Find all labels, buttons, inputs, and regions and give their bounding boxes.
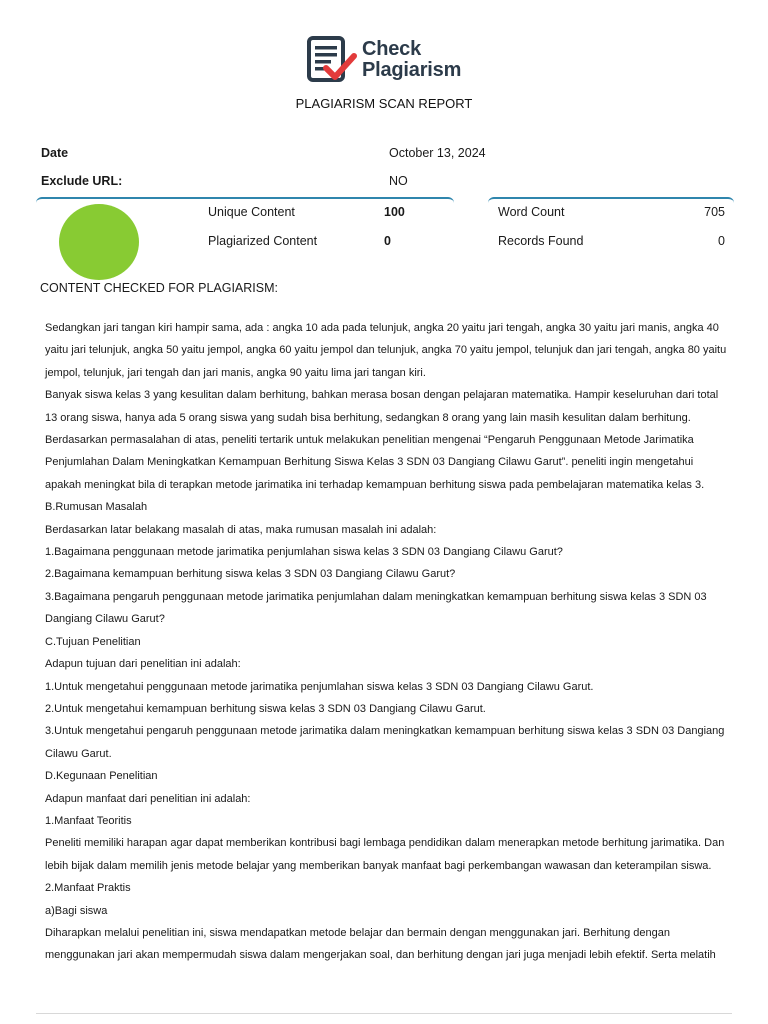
date-value: October 13, 2024 — [389, 146, 486, 160]
unique-content-label: Unique Content — [208, 205, 295, 219]
report-title: PLAGIARISM SCAN REPORT — [295, 96, 473, 111]
content-heading: 1.Manfaat Teoritis — [45, 814, 132, 827]
uniqueness-score-circle — [59, 204, 139, 280]
content-paragraph: Berdasarkan latar belakang masalah di atas, maka rumusan masalah ini adalah: — [45, 523, 437, 536]
exclude-url-label: Exclude URL: — [41, 174, 123, 188]
date-row — [41, 146, 721, 164]
content-list-item: 3.Untuk mengetahui pengaruh penggunaan metode jarimatika dalam meningkatkan kemampuan berhitung siswa kelas 3 SDN 03 Dangiang Cilawu Garut. — [45, 725, 725, 760]
content-heading: 2.Manfaat Praktis — [45, 882, 131, 895]
page-divider — [36, 1013, 732, 1014]
content-paragraph: Diharapkan melalui penelitian ini, siswa mendapatkan metode belajar dan bermain dengan menggunakan jari. Berhitung dengan menggunakan jari akan mempermudah siswa dalam mengerjakan soal, dan berhitung dengan jari juga menjadi lebih efektif. Serta melatih — [45, 926, 716, 962]
word-stats-card — [488, 197, 734, 269]
document-check-icon — [306, 36, 358, 84]
records-found-value: 0 — [718, 234, 725, 248]
content-paragraph: Berdasarkan permasalahan di atas, peneliti tertarik untuk melakukan penelitian mengenai “Pengaruh Penggunaan Metode Jarimatika Penjumlahan Dalam Meningkatkan Kemampuan Berhitung Siswa Kelas 3 SDN 03 Dangiang Cilawu Garut”. peneliti ingin mengetahui apakah meningkat bila di terapkan metode jarimatika ini terhadap kemampuan berhitung siswa pada pembelajaran matematika kelas 3. — [45, 434, 705, 491]
content-heading: D.Kegunaan Penelitian — [45, 770, 158, 783]
plagiarized-content-label: Plagiarized Content — [208, 234, 318, 248]
content-heading: C.Tujuan Penelitian — [45, 635, 141, 648]
content-list-item: 2.Untuk mengetahui kemampuan berhitung siswa kelas 3 SDN 03 Dangiang Cilawu Garut. — [45, 702, 486, 715]
content-section-title: CONTENT CHECKED FOR PLAGIARISM: — [40, 281, 278, 295]
content-list-item: 1.Untuk mengetahui penggunaan metode jarimatika penjumlahan siswa kelas 3 SDN 03 Dangiang Cilawu Garut. — [45, 680, 594, 693]
content-list-item: 2.Bagaimana kemampuan berhitung siswa kelas 3 SDN 03 Dangiang Cilawu Garut? — [45, 568, 456, 581]
content-paragraph: Adapun tujuan dari penelitian ini adalah: — [45, 658, 241, 671]
content-list-item: 1.Bagaimana penggunaan metode jarimatika penjumlahan siswa kelas 3 SDN 03 Dangiang Cilawu Garut? — [45, 546, 563, 559]
content-paragraph: Sedangkan jari tangan kiri hampir sama, ada : angka 10 ada pada telunjuk, angka 20 yaitu jari tengah, angka 30 yaitu jari manis, angka 40 yaitu jari telunjuk, angka 50 yaitu jempol, angka 60 yaitu jempol dan telunjuk, angka 70 yaitu jempol, telunjuk dan jari tengah, angka 80 yaitu jempol, telunjuk, jari tengah dan jari manis, angka 90 yaitu lima jari tangan kiri. — [45, 322, 727, 379]
exclude-url-value: NO — [389, 174, 408, 188]
unique-content-value: 100 — [384, 205, 405, 219]
check-plagiarism-logo — [306, 36, 461, 84]
word-count-label: Word Count — [498, 205, 565, 219]
logo-wordmark-line1: Check — [362, 38, 422, 60]
plagiarized-content-value: 0 — [384, 234, 391, 248]
content-paragraph: Peneliti memiliki harapan agar dapat memberikan kontribusi bagi lembaga pendidikan dalam menerapkan metode berhitung jarimatika. Dan lebih bijak dalam memilih jenis metode belajar yang memberikan banyak manfaat bagi perkembangan wawasan dan keterampilan siswa. — [45, 837, 725, 872]
content-list-item: 3.Bagaimana pengaruh penggunaan metode jarimatika penjumlahan dalam meningkatkan kemampuan berhitung siswa kelas 3 SDN 03 Dangiang Cilawu Garut? — [45, 590, 707, 626]
date-label: Date — [41, 146, 69, 160]
content-heading: B.Rumusan Masalah — [45, 501, 148, 514]
checked-content — [45, 317, 730, 967]
content-heading: a)Bagi siswa — [45, 904, 108, 917]
content-paragraph: Adapun manfaat dari penelitian ini adalah: — [45, 792, 251, 805]
exclude-url-row — [41, 174, 721, 192]
word-count-value: 705 — [704, 205, 725, 219]
content-stats-card — [36, 197, 454, 269]
records-found-label: Records Found — [498, 234, 584, 248]
content-paragraph: Banyak siswa kelas 3 yang kesulitan dalam berhitung, bahkan merasa bosan dengan pelajaran matematika. Hampir keseluruhan dari total 13 orang siswa, hanya ada 5 orang siswa yang sudah bisa berhitung, sedangkan 8 orang yang lain masih kesulitan dalam berhitung. — [45, 389, 719, 424]
logo-wordmark-line2: Plagiarism — [362, 59, 462, 81]
